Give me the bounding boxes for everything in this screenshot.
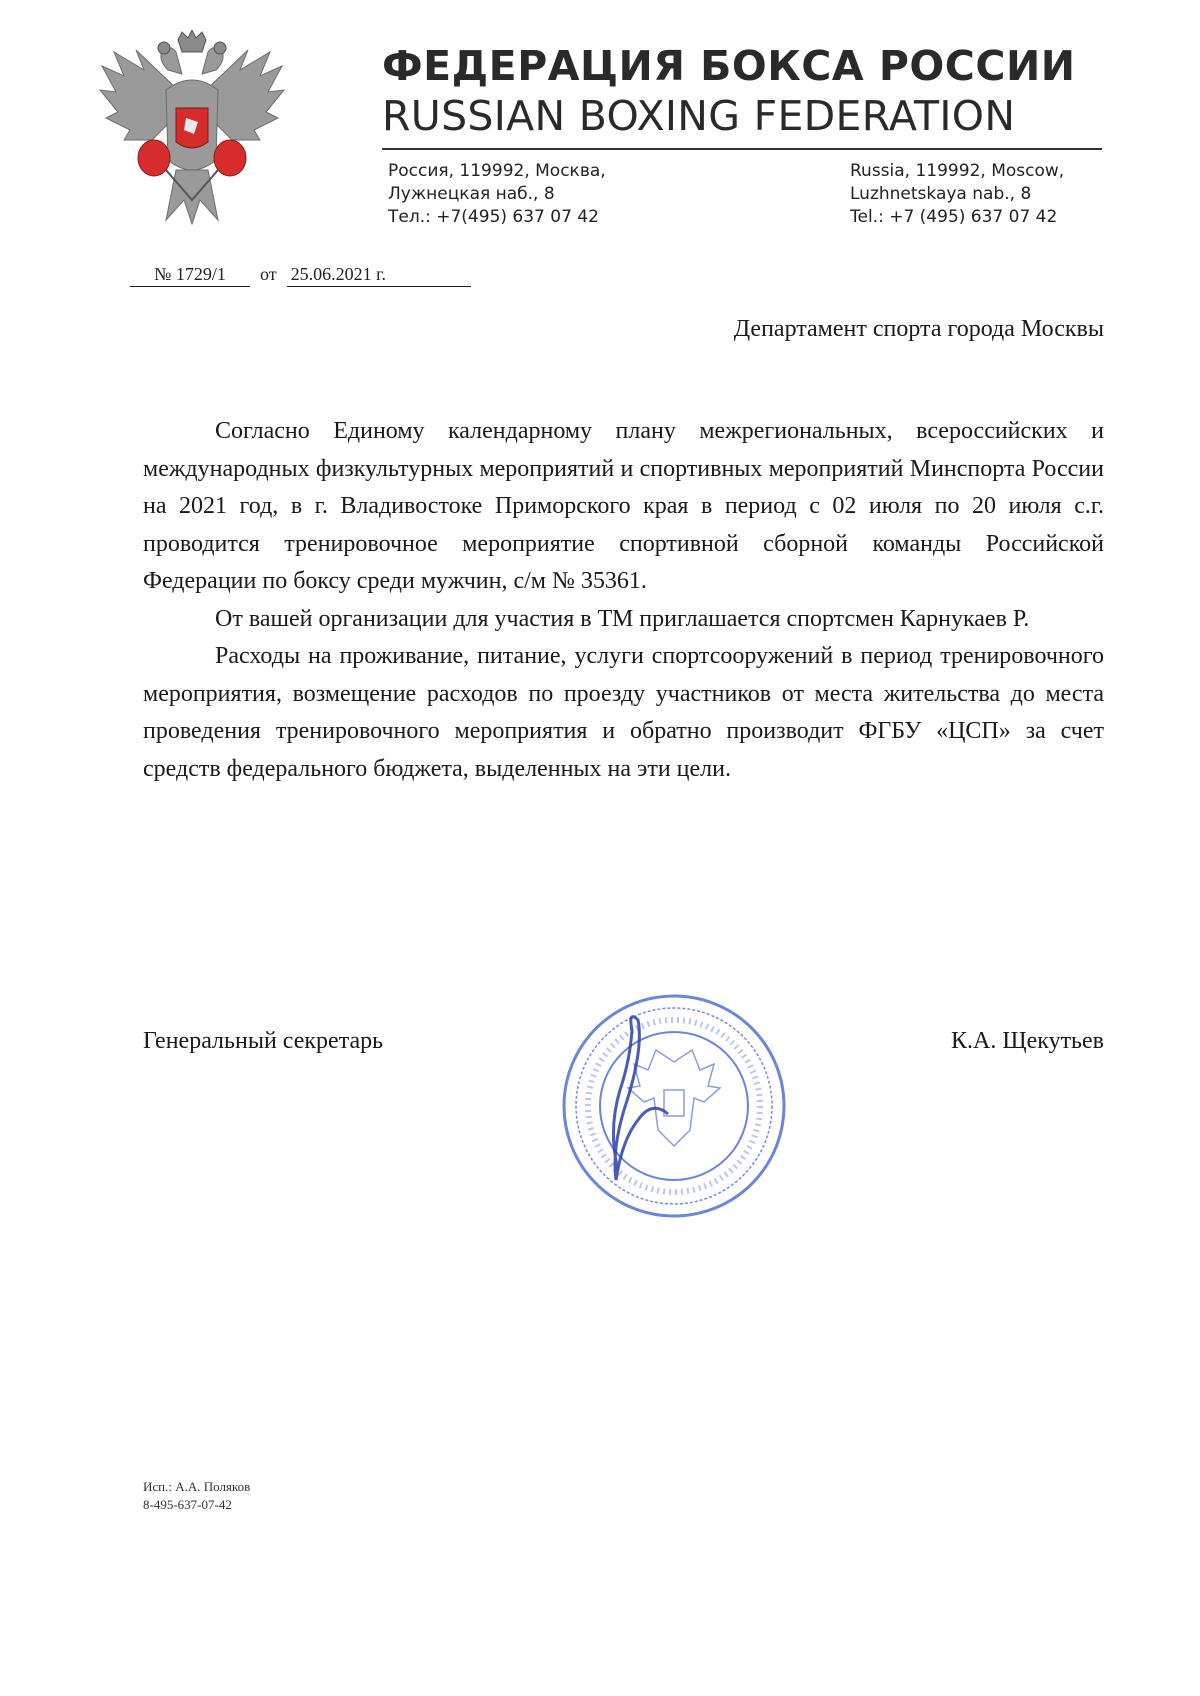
address-en bbox=[850, 160, 1064, 229]
official-round-seal-icon bbox=[558, 990, 790, 1222]
letter-body bbox=[143, 413, 1104, 788]
address-en-line: Luzhnetskaya nab., 8 bbox=[850, 184, 1032, 204]
executor-phone: 8-495-637-07-42 bbox=[143, 1497, 232, 1512]
org-name-en: RUSSIAN BOXING FEDERATION bbox=[382, 92, 1016, 140]
address-en-line: Russia, 119992, Moscow, bbox=[850, 161, 1065, 181]
executor-info bbox=[143, 1478, 250, 1514]
executor-name: Исп.: А.А. Поляков bbox=[143, 1479, 251, 1494]
reference-date: 25.06.2021 г. bbox=[287, 264, 471, 287]
recipient: Департамент спорта города Москвы bbox=[733, 316, 1104, 342]
double-headed-eagle-emblem-icon bbox=[96, 30, 288, 230]
org-name-ru: ФЕДЕРАЦИЯ БОКСА РОССИИ bbox=[382, 42, 1076, 90]
header-divider bbox=[382, 148, 1102, 150]
reference-line bbox=[130, 264, 471, 287]
address-ru-line: Россия, 119992, Москва, bbox=[388, 161, 606, 181]
signatory-title: Генеральный секретарь bbox=[143, 1028, 384, 1054]
address-ru-line: Лужнецкая наб., 8 bbox=[388, 184, 555, 204]
reference-number: № 1729/1 bbox=[130, 264, 250, 287]
signatory-name: К.А. Щекутьев bbox=[951, 1028, 1104, 1054]
body-paragraph: От вашей организации для участия в ТМ приглашается спортсмен Карнукаев Р. bbox=[215, 605, 1030, 632]
body-paragraph: Расходы на проживание, питание, услуги спортсооружений в период тренировочного мероприятия, возмещение расходов по проезду участников от места жительства до места проведения тренировочного мероприятия и обратно производит ФГБУ «ЦСП» за счет средств федерального бюджета, выделенных на эти цели. bbox=[143, 643, 1104, 782]
address-ru bbox=[388, 160, 606, 229]
address-ru-line: Тел.: +7(495) 637 07 42 bbox=[388, 207, 599, 227]
body-paragraph: Согласно Единому календарному плану межрегиональных, всероссийских и международных физкультурных мероприятий и спортивных мероприятий Минспорта России на 2021 год, в г. Владивостоке Приморского края в период с 02 июля по 20 июля с.г. проводится тренировочное мероприятие спортивной сборной команды Российской Федерации по боксу среди мужчин, с/м № 35361. bbox=[143, 418, 1104, 594]
reference-from-label: от bbox=[260, 264, 277, 284]
address-en-line: Tel.: +7 (495) 637 07 42 bbox=[850, 207, 1058, 227]
